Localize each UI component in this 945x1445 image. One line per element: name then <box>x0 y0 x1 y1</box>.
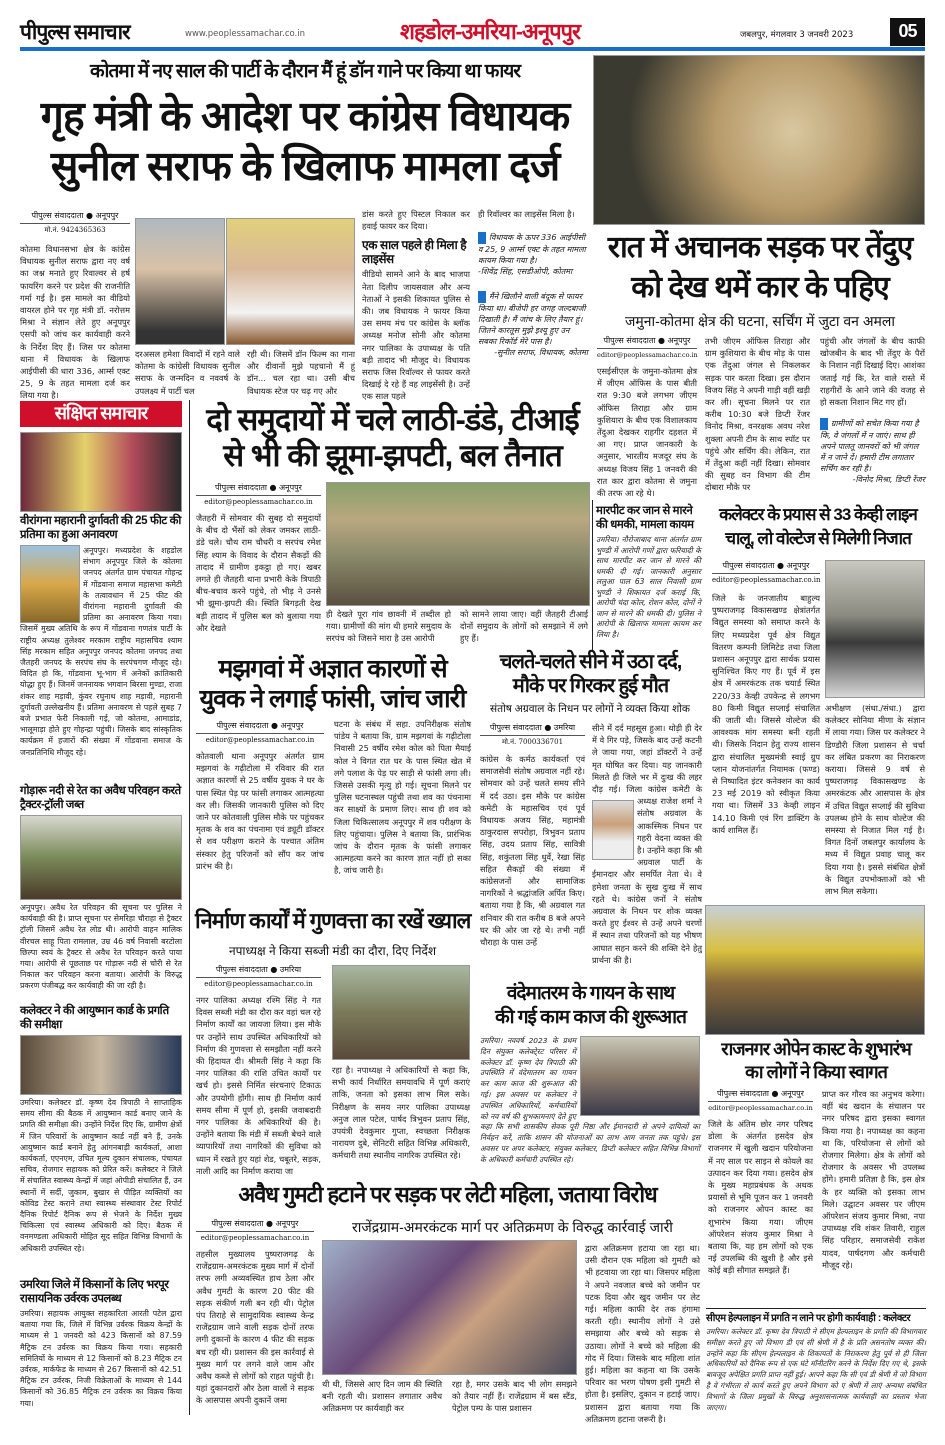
rajnagar-headline-1: राजनगर ओपेन कास्ट के शुभारंभ <box>721 1039 911 1059</box>
byline: पीपुल्स संवाददाता ● अनूपपुर <box>196 718 324 734</box>
cm-headline: सीएम हेल्पलाइन में प्रगति न लाने पर होगी कार्यवाही : कलेक्टर <box>706 1313 911 1324</box>
photo-caption: रहा है, मगर उसके बाद भी लोग समझने को तैयार नहीं हैं। राजेंद्रग्राम में बस स्टैंड, पेट्रोल पम्प के पास प्रशासन <box>452 1379 577 1414</box>
construction-subhead: नपाध्यक्ष ने किया सब्जी मंडी का दौरा, दिए निर्देश <box>228 944 437 958</box>
byline: पीपुल्स संवाददाता ● अनूपपुर <box>597 333 697 349</box>
section-title: शहडोल-उमरिया-अनूपपुर <box>400 19 581 44</box>
byline: पीपुल्स संवाददाता ● उमरिया <box>196 962 321 978</box>
masthead-rule <box>20 47 925 51</box>
woman-protest-photo <box>322 1240 577 1375</box>
sidebar-headline: कलेक्टर ने की आयुष्मान कार्ड के प्रगति की समीक्षा <box>20 1005 169 1031</box>
statue-unveiling-photo <box>20 432 182 512</box>
sidebar-headline: उमरिया जिले में किसानों के लिए भरपूर रासायनिक उर्वरक उपलब्ध <box>20 1279 169 1305</box>
opencast-mine-photo <box>705 905 925 1035</box>
leopard-headline-2: को देख थमें कार के पहिए <box>631 271 889 304</box>
article-body: रहा है। नपाध्यक्ष ने अधिकारियों से कहा कि, सभी कार्य निर्धारित समयावधि में पूर्ण कराएं ताकि, जनता को इसका लाभ मिल सके। निरीक्षण के समय नगर पालिका उपाध्यक्ष अनुज लाल पटेल, पार्षद त्रिभुवन प्रताप सिंह, उपयंत्री देवकुमार गुप्ता, स्वच्छता निरीक्षक नारायण दुबे, सेनिटरी सहित विभिन्न अधिकारी, कर्मचारी तथा स्थानीय नागरिक उपस्थित रहे। <box>332 1065 470 1161</box>
power-headline-1: कलेक्टर के प्रयास से 33 केव्ही लाइन <box>719 505 917 524</box>
article-body: उमरिया। नौरोजाबाद थाना अंतर्गत ग्राम भुण्डी में आरोपी गणों द्वारा फरियादी के साथ मारपीट कर जान से मारने की धमकी दी गई। जानकारी अनुसार ललुआ पाल 63 साल निवासी ग्राम भुण्डी ने शिकायत दर्ज कराई कि, आरोपी चंदा कोल, रोशन कोल, दोनों ने जान से मारने की धमकी दी। पुलिस ने आरोपी के खिलाफ मामला कायम कर लिया है। <box>596 535 701 639</box>
sidebar-text: अनूपपुर। मध्यप्रदेश के शहडोल संभाग अनूपपुर जिले के कोतमा जनपद अंतर्गत ग्राम पंचायत गोहन्द्र में गोंडवाना समाज महासभा कमेटी के तत्वावधान में 25 फीट की वीरांगना महारानी दुर्गावती की प्रतिमा का अनावरण किया गया। जिसमें मुख्य अतिथि के रूप में गोंडवाना गणतंत्र पार्टी के राष्ट्रीय अध्यक्ष तुलेश्वर मरकाम राष्ट्रीय महासचिव श्याम सिंह मरकाम सहित अनूपपुर जनपद कोतमा जनपद तथा जैतहरी जनपद के सरपंच संघ के सरपंचगण मौजूद रहे। विदित हो कि, गोंडवाना भू-भाग में अनेकों क्रांतिकारी योद्धा हुए हैं। जिनमें जननायक भगवान बिरसा मुण्डा, राजा शंकर शाह मड़ावी, कुंवर रघुनाथ शाह मड़ावी, महारानी दुर्गावती उल्लेखनीय हैं। प्रतिमा अनावरण से पहले सुबह 7 बजे प्रभात फेरी निकाली गई, जो कोतमा, आमाडांड, भालूमाड़ा होते हुए गोहन्द्रा पहुंची। जिसके बाद सांस्कृतिक कार्यक्रम में हजारों की संख्या में गोंडवाना समाज के जनप्रतिनिधि मौजूद रहे। <box>20 546 182 757</box>
article-body: दरअसल हमेशा विवादों में रहने वाले कोतमा के कांग्रेसी विधायक सुनील सराफ के जन्मदिन व नववर्ष के उपलक्ष्य में पार्टी चल <box>135 349 240 396</box>
mobile-number: मो.नं. 7000336701 <box>501 738 564 746</box>
hanging-headline-1: मझगवां में अज्ञात कारणों से <box>218 655 447 683</box>
death-headline-1: चलते-चलते सीने में उठा दर्द, <box>499 651 682 673</box>
article-body: वीडियो सामने आने के बाद भाजपा नेता दिलीप जायसवाल और अन्य नेताओं ने इसकी शिकायत पुलिस से की। जब विधायक ने फायर किया उस समय मंच पर कांग्रेस के ब्लॉक अध्यक्ष मनोज सोनी और कोतमा नगर पालिका के उपाध्यक्ष के पति बड़ी तादाद भी मौजूद थे। विधायक सराफ जिस रिवॉल्वर से फायर करते दिखाई दे रहे हैं वह लाइसेंसी है। उन्हें एक साल पहले <box>362 269 470 402</box>
leopard-subhead: जमुना-कोतमा क्षेत्र की घटना, सर्चिंग में जुटा वन अमला <box>624 313 896 329</box>
email-link[interactable]: editor@peoplessamachar.co.in <box>708 1104 813 1112</box>
quote-text: विधायक के ऊपर 336 आईपीसी व 25, 9 आर्म्स एक्ट के तहत मामला कायम किया गया है। <box>478 233 586 266</box>
quote-text: मैंने खिलौने वाली बंदूक से फायर किया था। बीजेपी हर जगह जल्दबाजी दिखाती है। मैं जांच के लिए तैयार हूं। जितने कारतूस मुझे इश्यू हुए उन सबका रिकॉर्ड मेरे पास है। <box>478 292 586 347</box>
email-link[interactable]: editor@peoplessamachar.co.in <box>200 1234 310 1242</box>
article-body: कांग्रेस के कर्मठ कार्यकर्ता एवं समाजसेवी संतोष अग्रवाल नहीं रहे। सोमवार को उन्हें चलते समय सीने में दर्द उठा। इस मौके पर कांग्रेस कमेटी के महासचिव एवं पूर्व विधायक अजय सिंह, महामंत्री ठाकुरदास सपरोहा, त्रिभुवन प्रताप सिंह, उदय प्रताप सिंह, सावित्री सिंह, शकुंतला सिंह धुर्वे, रेखा सिंह सहित सैकड़ों की संख्या में कांग्रेसजनों और सामाजिक नागरिकों ने श्रद्धांजलि अर्पित किए। बताया गया है कि, श्री अग्रवाल गत शनिवार की रात करीब 8 बजे अपने घर की ओर जा रहे थे। तभी नहीं चौराहा के पास उन्हें <box>480 754 585 948</box>
article-body: को सामने लाया जाए। वहीं जैतहरी टीआई दोनों समुदाय के लोगों को समझाने में लगे हुए हैं। <box>460 609 588 644</box>
collector-meeting-photo <box>20 1035 182 1095</box>
email-link[interactable]: editor@peoplessamachar.co.in <box>597 351 698 359</box>
cm-helpline-box <box>706 1308 926 1413</box>
pull-quote <box>478 291 588 358</box>
mobile-number: मो.नं. 9424365363 <box>44 226 106 234</box>
article-body: एसईसीएल के जमुना-कोतमा क्षेत्र में जीएम ऑफिस के पास बीती रात 9:30 बजे लगभग जीएम ऑफिस तिराहा और ग्राम कुशियारा के बीच एक विशालकाय तेंदुआ देखकर राहगीर दहशत में आ गए। प्राप्त जानकारी के अनुसार, भारतीय मजदूर संघ के अध्यक्ष विजय सिंह 1 जनवरी की रात कार द्वारा कोतमा से जमुना की तरफ आ रहे थे। <box>597 366 697 499</box>
article-body: कोतवाली थाना अनूपपुर अंतर्गत ग्राम मझगवां के गढ़ीटोला में रविवार की रात अज्ञात कारणों से 25 वर्षीय युवक ने घर के पास स्थित पेड़ पर फांसी लगाकर आत्महत्या कर ली। जिसकी जानकारी पुलिस को दिए जाने पर कोतवाली पुलिस मौके पर पहुंचकर मृतक के शव का पंचनामा एवं ड्यूटी डॉक्टर से शव परीक्षण कराने के पश्चात अंतिम संस्कार हेतु परिजनों को सौंप कर जांच प्रारंभ की है। <box>196 751 324 871</box>
clash-headline-2: से भी की झूमा-झपटी, बल तैनात <box>223 438 562 473</box>
article-body: जिले के अंतिम छोर नगर परिषद डोला के अंतर्गत हसदेव क्षेत्र राजनगर में खुली खदान परियोजना में नए साल पर साइन से कोयले का उत्पादन कर दिया गया। हसदेव क्षेत्र के मुख्य महाप्रबंधक के अथक प्रयासों से भूमि पूजन कर 1 जनवरी को राजनगर ओपन कास्ट का शुभारंभ किया गया। जीएम ऑपरेशन संजय कुमार मिश्रा ने बताया कि, यह हम लोगों को एक नई उपलब्धि की खुशी है और इसे कोई बड़ी सौगात समझते हैं। <box>708 1119 813 1276</box>
article-body <box>592 722 702 978</box>
tractor-seizure-photo <box>20 815 182 900</box>
newspaper-logo: पीपुल्स समाचार <box>20 21 130 44</box>
column-divider <box>189 400 190 1415</box>
durgavati-statue-photo <box>20 545 80 623</box>
construction-headline: निर्माण कार्यों में गुणवत्ता का रखें ख्याल <box>195 908 471 933</box>
mla-photo <box>135 218 225 345</box>
article-body: पहुंची और जंगलों के बीच काफी खोजबीन के बाद भी तेंदुए के पैरों के निशान नहीं दिखाई दिए। आशंका जताई गई कि, रेत वाले रास्ते में राहगीरों के आने जाने की वजह से हो सकता निशान मिट गए हों। <box>820 336 925 408</box>
article-text: उमरिया। नववर्ष 2023 के प्रथम दिन संयुक्त कलेक्टे्रट परिसर में कलेक्टर डॉ. कृष्ण देव त्रिपाठी की उपस्थिति में वंदेमातरम का गायन कर काम काज की शुरूआत की गई। इस अवसर पर कलेक्टर ने उपस्थित अधिकारियों, कर्मचारियों को नव वर्ष की शुभकामनाएं देते हुए कहा कि सभी शासकीय सेवक पूरी निष्ठा और ईमानदारी से अपने दायित्वों का निर्वहन करें, ताकि शासन की योजनाओं का लाभ आम जनता तक पहुंचे। इस अवसर पर अपर कलेक्टर, संयुक्त कलेक्टर, डिप्टी कलेक्टर सहित विभिन्न विभागों के अधिकारी कर्मचारी उपस्थित रहे। <box>480 1036 700 1164</box>
article-body: ही देखते पूरा गांव छावनी में तब्दील हो गया। ग्रामीणों की मांग थी हमारे समुदाय के सरपंच को जिसने मारा है उस आरोपी <box>326 609 451 644</box>
pull-quote <box>820 418 925 485</box>
column-divider <box>592 500 593 650</box>
vande-mataram-photo <box>580 1036 700 1116</box>
rajnagar-headline-2: का लोगों ने किया स्वागत <box>745 1062 887 1082</box>
dateline: जबलपुर, मंगलवार 3 जनवरी 2023 <box>740 30 854 40</box>
sidebar-headline: वीरांगना महारानी दुर्गावती की 25 फीट की प्रतिमा का हुआ अनावरण <box>20 515 182 541</box>
article-body: कोतमा विधानसभा क्षेत्र के कांग्रेस विधायक सुनील सराफ द्वारा नए वर्ष का जश्न मनाते हुए रिवाल्वर से हर्ष फायरिंग करने पर प्रदेश की राजनीति गर्मा गई है। इस मामले का वीडियो वायरल होने पर गृह मंत्री डॉ. नरोत्तम मिश्रा ने संज्ञान लेते हुए अनूपपुर एसपी को जांच कर कार्यवाही करने के निर्देश दिए हैं। जिस पर कोतमा थाना में विधायक के खिलाफ आईपीसी की धारा 336, आर्म्स एक्ट 25, 9 के तहत मामला दर्ज कर लिया गया है। <box>20 244 130 401</box>
quote-text: ग्रामीणों को सचेत किया गया है कि, वे जंगलों में न जाएं। साथ ही अपने पालतू जानवरों को भी जंगल में न जाने दें। हमारी टीम लगातार सर्चिंग कर रही है। <box>820 419 919 474</box>
article-body: प्राप्त कर गौरव का अनुभव करेगा। वहीं बंद खदान के संचालन पर नगर परिषद द्वारा इसका स्वागत किया गया है। नपाध्यक्ष का कहना था कि, परियोजना से लोगों को रोजगार मिलेगा। क्षेत्र के लोगों को रोजगार के अवसर भी उपलब्ध होंगे। हमारी प्रतिज्ञा है कि, इस क्षेत्र के हर व्यक्ति को इसका लाभ मिले। उद्घाटन अवसर पर जीएम ऑपरेशन संजय कुमार मिश्रा, नपा उपाध्यक्ष रवि शंकर तिवारी, राहुल सिंह परिहार, समाजसेवी राकेश यादव, पार्षदगण और कर्मचारी मौजूद रहे। <box>822 1089 925 1270</box>
kiosk-headline: अवैध गुमटी हटाने पर सड़क पर लेटी महिला, जताया विरोध <box>238 1182 657 1207</box>
pull-quote <box>478 232 588 277</box>
death-subhead: संतोष अग्रवाल के निधन पर लोगों ने व्यक्त किया शोक <box>489 703 690 715</box>
article-body: अभीक्षण (संधा./संधा.) द्वारा कलेक्टर सोनिया मीणा के संज्ञान में लाया गया। जिस पर कलेक्टर ने डिण्डौरी जिला प्रशासन से चर्चा कर लंबित प्रकरण का निराकरण कराया। जिससे 9 वर्ष से पुष्पराजगढ़ विकासखण्ड के अमरकंटक और आसपास के क्षेत्र में उचित विद्युत सप्लाई की सुविधा उपलब्ध होने के साथ वोल्टेज की समस्या से निजात मिल गई है। विगत दिनों जबलपुर कार्यालय के मध्य में विद्युत प्रवाह चालू कर दिया गया है। इससे संबंधित क्षेत्रों के विद्युत उपभोक्ताओं को भी लाभ मिल सकेगा। <box>825 703 925 897</box>
page-number: 05 <box>890 18 925 46</box>
article-body <box>480 1036 700 1176</box>
article-body: डांस करते हुए पिस्टल निकाल कर हवाई फायर कर दिया। <box>362 209 470 232</box>
clash-headline-1: दो समुदायों में चले लाठी-डंडे, टीआई <box>206 402 579 437</box>
substation-photo <box>825 560 925 698</box>
lead-kicker: कोतमा में नए साल की पार्टी के दौरान मैं हूं डॉन गाने पर किया था फायर <box>89 61 521 82</box>
vegetable-market-photo <box>332 965 470 1060</box>
email-link[interactable]: editor@peoplessamachar.co.in <box>204 498 313 506</box>
sidebar-title: संक्षिप्त समाचार <box>20 401 182 427</box>
sidebar-body: अनूपपुर। अवैध रेत परिवहन की सूचना पर पुलिस ने कार्यवाही की है। प्राप्त सूचना पर सेमरिहा चौराहा से ट्रैक्टर ट्रॉली जिसमें अवैध रेत लोड थी। आरोपी वाहन मालिक वीरचल साहू पिता रामलाल, उम्र 46 वर्ष निवासी बरटोला छिल्पा स्वयं के ट्रैक्टर से अवैध रेत परिवहन करते पाया गया। आरोपी से पूछताछ पर गोड़ारू नदी से चोरी से रेत निकाल कर परिवहन करना बताया। आरोपी के विरुद्ध प्रकरण पंजीबद्ध कर कार्यवाही की जा रही है। <box>20 903 182 991</box>
quote-source: -विनोद मिश्रा, डिप्टी रेंजर <box>852 475 925 485</box>
lead-subhead: एक साल पहले ही मिला है लाइसेंस <box>362 238 467 267</box>
article-body: रही थी। जिसमें डॉन फिल्म का गाना और दीवानों मुझे पहचानो मैं हूं डॉन... चल रहा था। उसी बीच विधायक स्टेज पर चढ़ गए और <box>247 349 355 396</box>
masthead <box>20 18 925 50</box>
article-body: जिले के जनजातीय बाहुल्य पुष्पराजगढ़ विकासखण्ड क्षेत्रांतर्गत विद्युत समस्या को समाप्त करने के लिए मध्यप्रदेश पूर्व क्षेत्र विद्युत वितरण कम्पनी लिमिटेड तथा जिला प्रशासन अनूपपुर द्वारा सार्थक प्रयास सुनिश्चित किए गए हैं। पूर्व में इस क्षेत्र में अमरकंटक तक चयार्ड स्थित 220/33 केव्ही उपकेन्द्र से लगभग 80 किमी विद्युत सप्लाई संचालित की जाती थी। जिससे वोल्टेज की आवश्यक मांग समस्या बनी रहती थी। जिसके निदान हेतु राज्य शासन द्वारा संचालित मुख्यमंत्री स्वाई ग्रुप प्लान योजनांतर्गत नियामक (फण्ड) से निष्पादित इंटर कनेक्शन का कार्य 23 मई 2019 को स्वीकृत किया गया था। जिसमें 33 केव्ही लाइन 14.10 किमी एवं रिंग डाक्टिंग के कार्य शामिल हैं। <box>712 593 820 835</box>
email-link[interactable]: editor@peoplessamachar.co.in <box>204 980 313 988</box>
vande-headline-1: वंदेमातरम के गायन के साथ <box>506 983 675 1004</box>
lead-headline-1: गृह मंत्री के आदेश पर कांग्रेस विधायक <box>40 93 570 139</box>
email-link[interactable]: editor@peoplessamachar.co.in <box>712 576 821 584</box>
article-body: तभी जीएम ऑफिस तिराहा और ग्राम कुशियारा के बीच मोड़ के पास एक तेंदुआ जंगल से निकलकर सड़क पार करता दिखा। इस दौरान विजय सिंह ने अपनी गाड़ी वहीं खड़ी कर ली। सूचना मिलने पर रात करीब 10:30 बजे डिप्टी रेंजर विनोद मिश्रा, वनरक्षक अवध नरेश शुक्ला अपनी टीम के साथ स्पॉट पर पहुंचे और सर्चिंग की। लेकिन, रात में तेंदुआ कहीं नहीं दिखा। सोमवार की सुबह वन विभाग की टीम दोबारा मौके पर <box>705 336 810 493</box>
lead-headline-2: सुनील सराफ के खिलाफ मामला दर्ज <box>50 143 560 189</box>
vande-headline-2: की गई काम काज की शुरूआत <box>495 1007 686 1028</box>
power-headline-2: चालू, लो वोल्टेज से मिलेगी निजात <box>725 529 911 548</box>
sidebar-headline: गोड़ारू नदी से रेत का अवैध परिवहन करते ट्रैक्टर-ट्रॉली जब्त <box>20 785 181 811</box>
threat-headline: मारपीट कर जान से मारने की धमकी, मामला कायम <box>596 505 694 531</box>
byline: पीपुल्स संवाददाता ● अनूपपुर <box>196 480 321 496</box>
email-link[interactable]: editor@peoplessamachar.co.in <box>205 736 315 744</box>
photo-caption: थी थी, जिससे आए दिन जाम की स्थिति बनी रहती थी। प्रशासन लगातार अवैध अतिक्रमण पर कार्यवाही कर <box>322 1379 442 1414</box>
quote-source: -सुनील सराफ, विधायक, कोतमा <box>494 348 588 358</box>
quote-icon <box>478 291 486 303</box>
article-body: जैतहरी में सोमवार की सुबह दो समुदायों के बीच दो भैंसों को लेकर जमकर लाठी-डंडे चले। चौथ राम चौधरी व सरपंच रमेश सिंह श्याम के विवाद के दौरान सैकड़ों की तादाद में ग्रामीण इकट्ठा हो गए। खबर लगते ही जैतहरी थाना प्रभारी केके त्रिपाठी बीच-बचाव करने पहुंचे, तो भीड़ ने उनसे भी झूमा-झपटी की। स्थिति बिगड़ती देख बड़ी तादाद में पुलिस बल को बुलाया गया और देखते <box>196 513 321 633</box>
santosh-agrawal-photo <box>592 800 634 860</box>
quote-icon <box>478 232 486 244</box>
byline: पीपुल्स संवाददाता ● अनूपपुर <box>20 208 130 224</box>
article-body: नगर पालिका अध्यक्ष रश्मि सिंह ने गत दिवस सब्जी मंडी का दौरा कर वहां चल रहे निर्माण कार्यों का जायजा लिया। इस मौके पर उन्होंने साथ उपस्थित अधिकारियों को निर्माण की गुणवत्ता से समझौता नहीं करने की हिदायत दी। श्रीमती सिंह ने कहा कि नगर पालिका की राशि उचित कार्यों पर खर्च हो। इससे निर्मित संरचनाएं टिकाऊ और उपयोगी होंगी। साथ ही निर्माण कार्य समय सीमा में पूर्ण हो, इसकी जवाबदारी नगर पालिका के अधिकारियों की है। उन्होंने बताया कि मंडी में सब्जी बेचने वाले व्यापारियों तथा नागरिकों की सुविधा को ध्यान में रखते हुए यहां शेड, चबूतरे, सड़क, नाली आदि का निर्माण कराया जा <box>196 995 321 1176</box>
byline: पीपुल्स संवाददाता ● उमरिया <box>480 720 585 736</box>
death-headline-2: मौके पर गिरकर हुई मौत <box>512 675 669 697</box>
leopard-photo <box>593 55 925 225</box>
quote-source: -शिवेंद्र सिंह, एसडीओपी, कोतमा <box>478 267 573 277</box>
article-text: सीने में दर्द महसूस हुआ। थोड़ी ही देर में वे गिर पड़े, जिसके बाद उन्हें कटनी ले जाया गया, जहां डॉक्टरों ने उन्हें मृत घोषित कर दिया। यह जानकारी मिलते ही जिले भर में दुःख की लहर दौड़ गई। जिला कांग्रेस कमेटी के अध्यक्ष राजेश शर्मा ने संतोष अग्रवाल के आकस्मिक निधन पर गहरी वेदना व्यक्त की है। उन्होंने कहा कि श्री अग्रवाल पार्टी के ईमानदार और समर्पित नेता थे। वे हमेशा जनता के सुख दुःख में साथ रहते थे। कांग्रेस जनों ने संतोष अग्रवाल के निधन पर शोक व्यक्त करते हुए ईश्वर से उन्हें अपने चरणों में स्थान तथा परिजनों को यह भीषण आघात सहन करने की शक्ति देने हेतु प्रार्थना की है। <box>592 723 702 965</box>
home-minister-photo <box>226 218 355 345</box>
hanging-headline-2: युवक ने लगाई फांसी, जांच जारी <box>199 685 466 713</box>
kiosk-subhead: राजेंद्रग्राम-अमरकंटक मार्ग पर अतिक्रमण के विरुद्ध कार्रवाई जारी <box>352 1219 673 1235</box>
clash-police-photo <box>326 482 590 606</box>
byline: पीपुल्स संवाददाता ● अनूपपुर <box>196 1216 314 1232</box>
article-body: घटना के संबंध में सहा. उपनिरीक्षक संतोष पांडेय ने बताया कि, ग्राम मझगवां के गढ़ीटोला निवासी 25 वर्षीय रमेश कोल को पिता मैयाई कोल ने विगत रात घर के पास स्थित खेत में लगे पलाश के पेड़ पर साड़ी से फांसी लगा ली। जिससे उसकी मृत्यु हो गई। सूचना मिलने पर पुलिस घटनास्थल पहुंची तथा शव का पंचनामा कर साक्ष्यों के प्रमाण लिए। साथ ही शव को जिला चिकित्सालय अनूपपुर में शव परीक्षण के लिए पहुंचाया। पुलिस ने बताया कि, प्रारंभिक जांच के दौरान मृतक के फांसी लगाकर आत्महत्या करने का कारण ज्ञात नहीं हो सका है, जांच जारी है। <box>334 719 471 876</box>
quote-icon <box>820 418 828 430</box>
article-body: उमरिया। कलेक्टर डॉ. कृष्ण देव त्रिपाठी ने सीएम हेल्पलाइन के प्रगति की विभागवार समीक्षा करते हुए जो विभाग डी एवं सी श्रेणी में है के प्रति असनतोष व्यक्त की। उन्होंने कहा कि सीएम हेल्पलाइन के शिकायतों के निराकरण हेतु पूर्व से ही जिला अधिकारियों को दैनिक रूप से एक घंटे मॉनीटरिंग करने के निर्देश दिए गए थे, इसके बावजूद अपेक्षित प्रगति प्राप्त नहीं हुई। आपने कहा कि सी एवं डी श्रेणी में जो विभाग है वे गंभीरता से कार्य करते हुए अपने विभाग को ए श्रेणी में लाएं अन्यथा संबंधित विभागों के जिला प्रमुखों के विरुद्ध अनुशासनात्मक कार्यवाही का प्रस्ताव भेजा जाएगा। <box>706 1327 926 1412</box>
article-body: तहसील मुख्यालय पुष्पराजगढ़ के राजेंद्रग्राम-अमरकंटक मुख्य मार्ग में दोनों तरफ लगी अव्यवस्थित हाथ ठेला और अवैध गुमटी के कारण 20 फीट की सड़क संकीर्ण गली बन रही थी। पेट्रोल पंप तिराहे से सामुदायिक स्वास्थ्य केन्द्र राजेंद्रग्राम जाने वाली सड़क दोनों तरफ लगी दुकानों के कारण 4 फीट की सड़क बच रही थी। प्रशासन की इस कार्रवाई से मुख्य मार्ग पर लगने वाले जाम और अवैध कब्जे से लोगों को राहत पहुंची है। यहां दुकानदारों और ठेला वालों ने सड़क के आसपास अपनी दुकानें जमा <box>196 1249 314 1406</box>
sidebar-body <box>20 545 182 780</box>
website[interactable]: www.peoplessamachar.co.in <box>185 29 306 39</box>
sidebar-body: उमरिया। सहायक आयुक्त सहकारिता आरती पटेल द्वारा बताया गया कि, जिले में विभिन्न उर्वरक विक्रय केन्द्रों के माध्यम से 1 जनवरी को 423 किसानों को 87.59 मैट्रिक टन उर्वरक का विक्रय किया गया। सहकारी समितियों के माध्यम से 12 किसानों को 8.23 मैट्रिक टन उर्वरक, मार्कफेड के माध्यम से 267 किसानों को 42.51 मैट्रिक टन उर्वरक, निजी विक्रेताओं के माध्यम से 144 किसानों को 36.85 मैट्रिक टन उर्वरक का विक्रय किया गया। <box>20 1309 182 1408</box>
sidebar-body: उमरिया। कलेक्टर डॉ. कृष्ण देव त्रिपाठी ने साप्ताहिक समय सीमा की बैठक में आयुष्मान कार्ड बनाए जाने के प्रगति की समीक्षा की। उन्होंने निर्देश दिए कि, ग्रामीण क्षेत्रों में जिन परिवारों के आयुष्मान कार्ड नहीं बने हैं, उनके आयुष्मान कार्ड बनाने हेतु आंगनबाड़ी कार्यकर्ता, आशा कार्यकर्ता, एएनएम, उचित मूल्य दुकान संचालक, पंचायत सचिव, रोजगार सहायक को प्रेरित करें। कलेक्टर ने जिले में संचालित स्वास्थ्य केन्द्रों में जहां ओपीडी संचालित हैं, उन स्थानों में सर्दी, जुकाम, बुखार से पीड़ित व्यक्तियों का कोविड टेस्ट कराने तथा स्वास्थ्य संस्थावार टेस्ट रिपोर्ट दैनिक रिपोर्ट दैनिक रूप से भेजने के निर्देश मुख्य चिकित्सा एवं स्वास्थ्य अधिकारी को दिए। बैठक में वनमण्डला अधिकारी मोहित सूद सहित विभिन्न विभागों के अधिकारी उपस्थित रहे। <box>20 1098 182 1253</box>
byline: पीपुल्स संवाददाता ● अनूपपुर <box>708 1086 813 1102</box>
article-body: ही रिवॉल्वर का लाइसेंस मिला है। <box>478 209 575 219</box>
leopard-headline-1: रात में अचानक सड़क पर तेंदुए <box>607 231 913 264</box>
byline: पीपुल्स संवाददाता ● अनूपपुर <box>712 558 820 574</box>
article-body: द्वारा अतिक्रमण हटाया जा रहा था। उसी दौरान एक महिला को गुमटी को भी हटवाया जा रहा था। जिसपर महिला ने अपने नवजात बच्चे को जमीन पर पटक दिया और खुद जमीन पर लेट गई। महिला काफी देर तक हंगामा करती रही। स्थानीय लोगों ने उसे समझाया और बच्चे को सड़क से उठाया। लोगों ने बच्चे को महिला की गोद में दिया। जिसके बाद महिला शांत हुई। महिला का कहना था कि उसके परिवार का भरण पोषण इसी गुमटी से होता है। इसलिए, दुकान न हटाई जाए। प्रशासन द्वारा बताया गया कि अतिक्रमण हटाना जरूरी है। <box>585 1243 700 1424</box>
